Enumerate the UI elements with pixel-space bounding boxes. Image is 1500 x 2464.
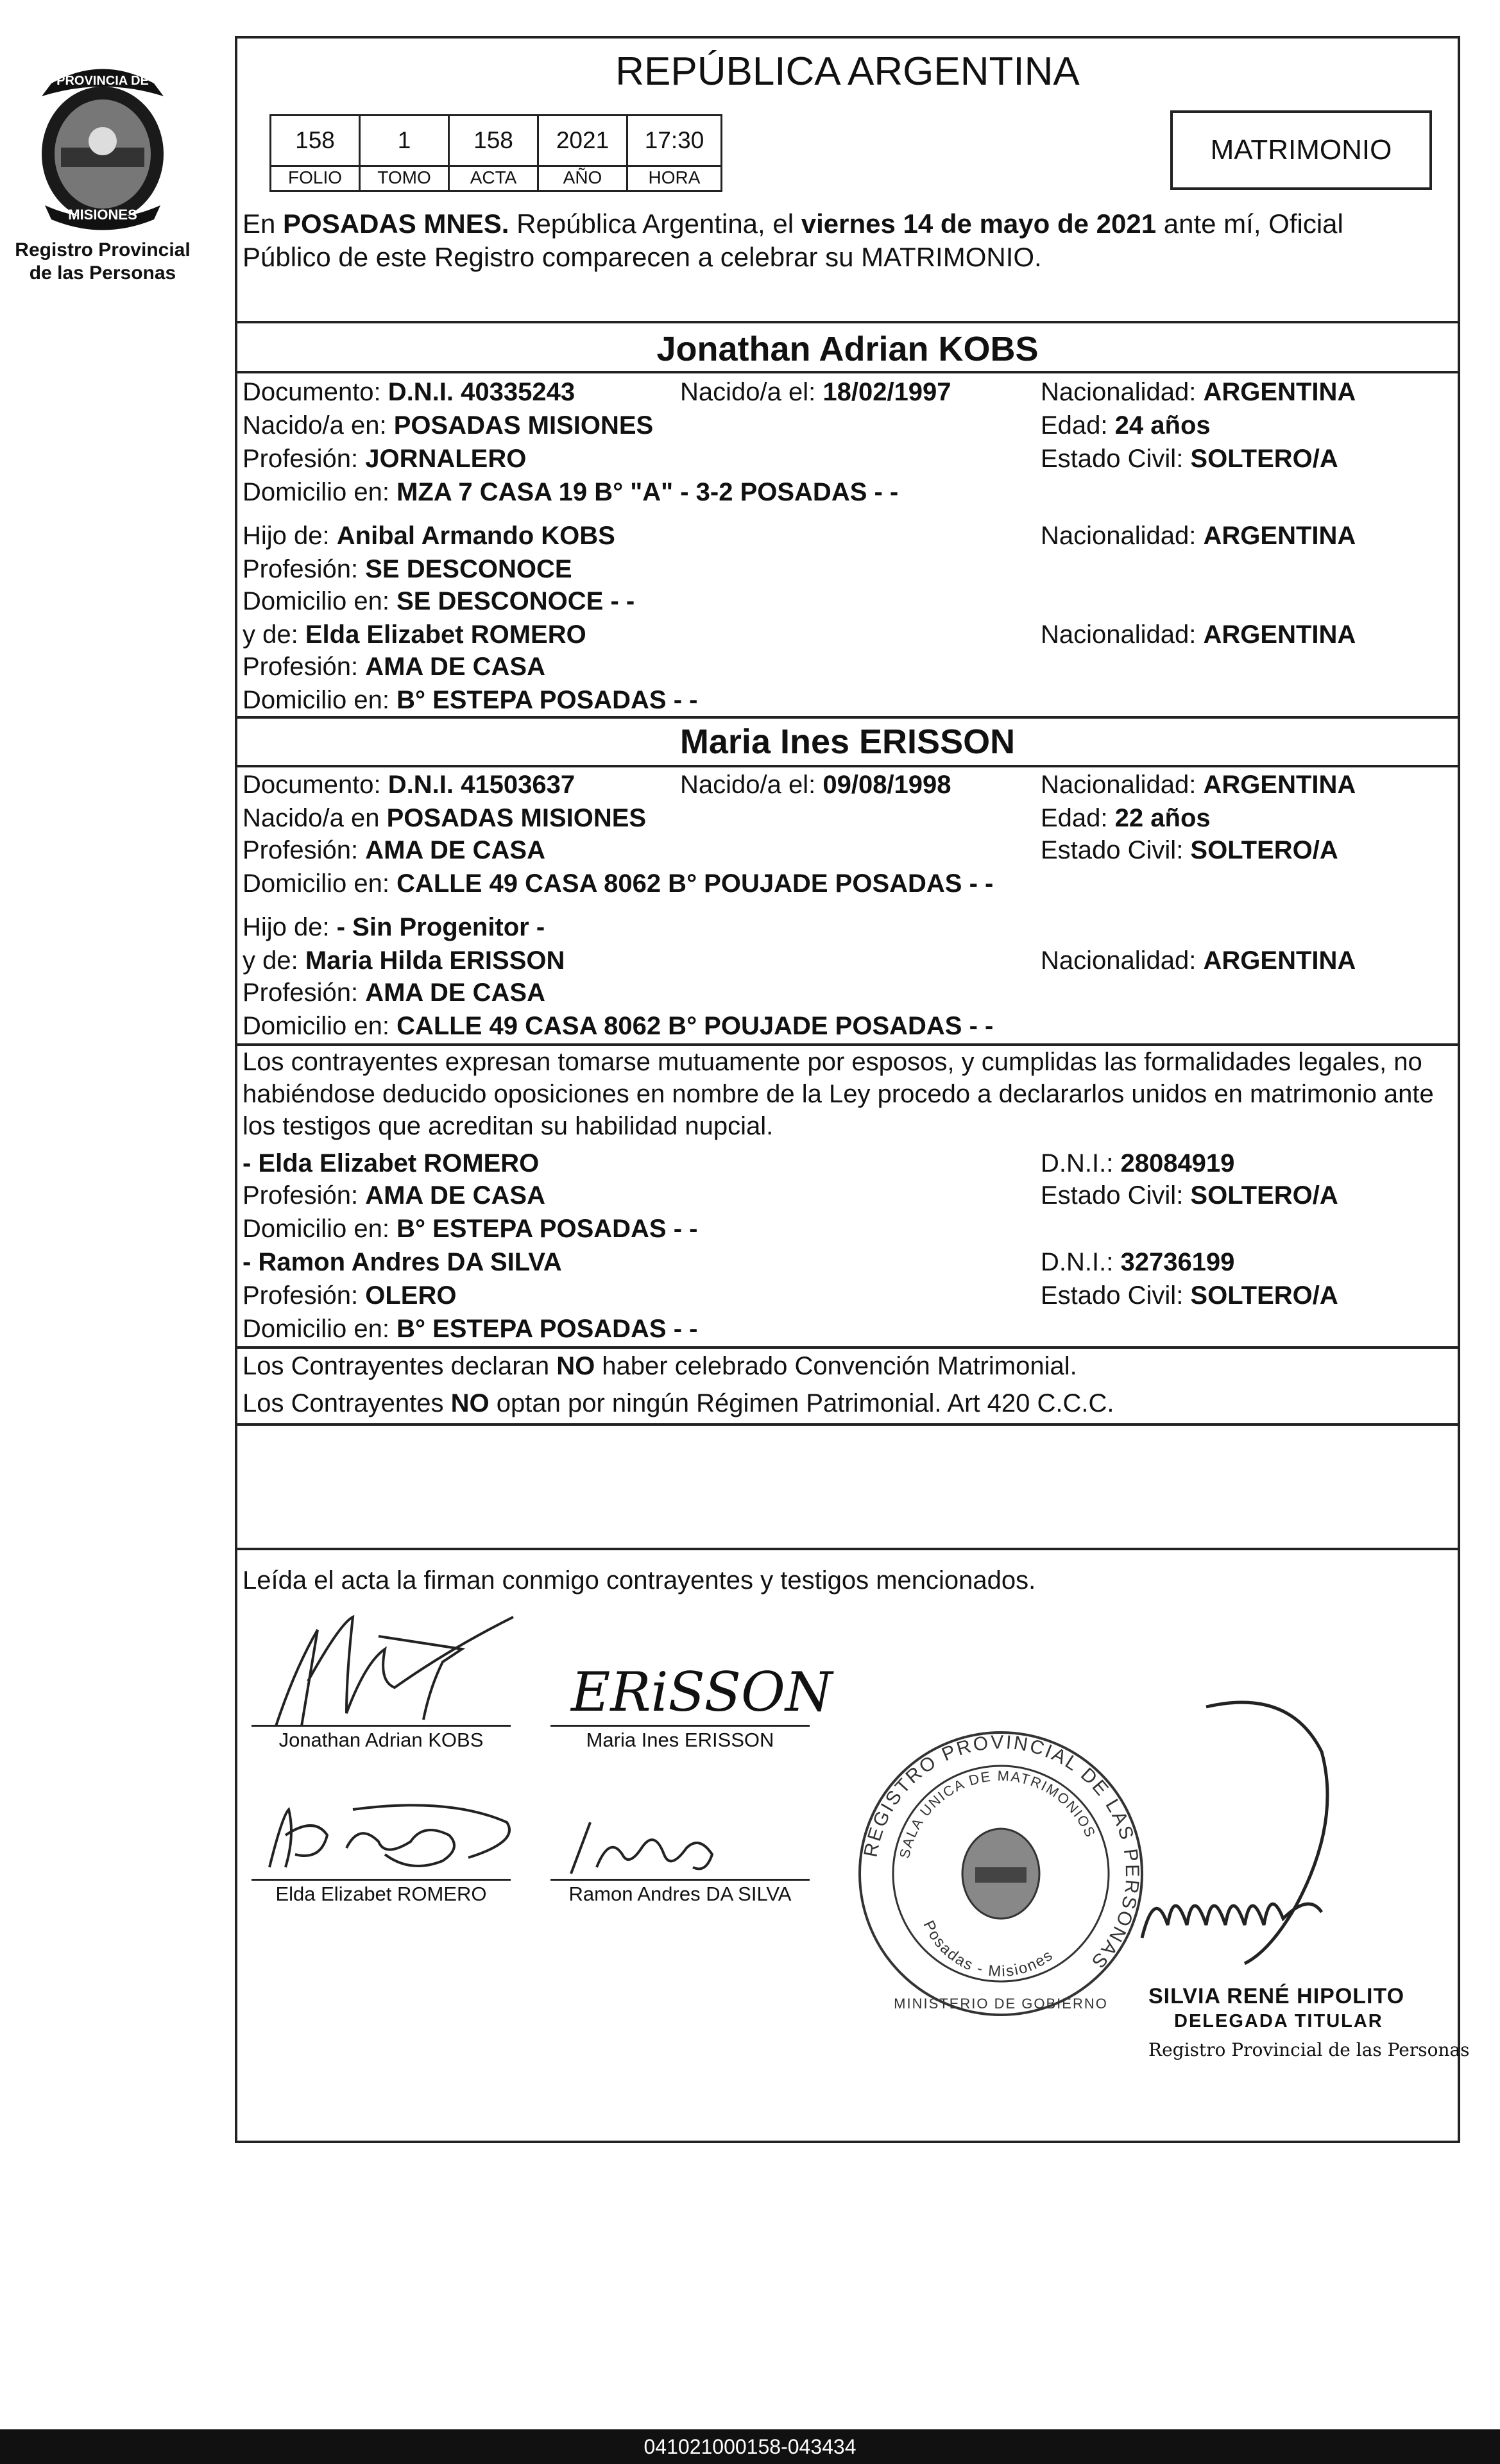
acta-value: 158 xyxy=(448,114,539,167)
record-type-box xyxy=(1170,110,1432,190)
signature-caption-spouse1: Jonathan Adrian KOBS xyxy=(278,1729,484,1751)
signature-caption-spouse2: Maria Ines ERISSON xyxy=(586,1729,774,1751)
convention-line1: Los Contrayentes declaran NO haber celebrado Convención Matrimonial. xyxy=(243,1352,1077,1380)
svg-text:MINISTERIO DE GOBIERNO: MINISTERIO DE GOBIERNO xyxy=(894,1996,1108,2012)
divider xyxy=(235,321,1460,323)
signature-handwriting: ERiSSON xyxy=(571,1661,833,1724)
hora-value: 17:30 xyxy=(626,114,722,167)
witness1-civil-status: Estado Civil: SOLTERO/A xyxy=(1041,1181,1338,1210)
divider xyxy=(235,765,1460,767)
spouse1-name: Jonathan Adrian KOBS xyxy=(656,330,1039,368)
logo-caption xyxy=(6,239,199,285)
spouse1-mother: y de: Elda Elizabet ROMERO xyxy=(243,620,586,649)
spouse2-name: Maria Ines ERISSON xyxy=(679,723,1016,761)
official-signature-icon xyxy=(1129,1694,1399,2002)
signature-line xyxy=(550,1725,810,1727)
page-title: REPÚBLICA ARGENTINA xyxy=(615,49,1080,94)
witness2-dni: D.N.I.: 32736199 xyxy=(1041,1248,1235,1276)
closing-statement: Leída el acta la firman conmigo contrayentes y testigos mencionados. xyxy=(243,1566,1036,1595)
witness1-name: - Elda Elizabet ROMERO xyxy=(243,1149,540,1177)
province-emblem-icon xyxy=(26,58,180,231)
signature-scribble-icon xyxy=(257,1611,526,1733)
spouse2-mother-address: Domicilio en: CALLE 49 CASA 8062 B° POUJADE POSADAS - - xyxy=(243,1012,994,1040)
tomo-label: TOMO xyxy=(359,165,450,192)
logo-caption-line1: Registro Provincial xyxy=(15,239,191,261)
spouse1-father: Hijo de: Anibal Armando KOBS xyxy=(243,522,615,550)
anio-label: AÑO xyxy=(537,165,628,192)
acta-label: ACTA xyxy=(448,165,539,192)
spouse2-mother-nationality: Nacionalidad: ARGENTINA xyxy=(1041,946,1356,975)
spouse1-mother-profession: Profesión: AMA DE CASA xyxy=(243,653,545,681)
witness2-profession: Profesión: OLERO xyxy=(243,1281,457,1310)
spouse2-age: Edad: 22 años xyxy=(1041,804,1211,832)
spouse1-civil-status: Estado Civil: SOLTERO/A xyxy=(1041,445,1338,473)
declaration-line1: Los contrayentes expresan tomarse mutuamente por esposos, y cumplidas las formalidades legales, no xyxy=(243,1048,1422,1076)
folio-value: 158 xyxy=(269,114,361,167)
intro-line2: Público de este Registro comparecen a celebrar su MATRIMONIO. xyxy=(243,242,1042,272)
witness1-profession: Profesión: AMA DE CASA xyxy=(243,1181,545,1210)
svg-text:SALA UNICA DE MATRIMONIOS: SALA UNICA DE MATRIMONIOS xyxy=(896,1767,1099,1860)
official-stamp-icon xyxy=(853,1726,1148,2021)
spouse1-birthdate: Nacido/a el: 18/02/1997 xyxy=(680,378,951,406)
spouse1-birthplace: Nacido/a en: POSADAS MISIONES xyxy=(243,411,654,440)
signature-caption-witness2: Ramon Andres DA SILVA xyxy=(568,1883,792,1905)
spouse2-birthplace: Nacido/a en POSADAS MISIONES xyxy=(243,804,647,832)
spouse1-document: Documento: D.N.I. 40335243 xyxy=(243,378,575,406)
divider xyxy=(235,1346,1460,1349)
spouse2-mother-profession: Profesión: AMA DE CASA xyxy=(243,979,545,1007)
anio-value: 2021 xyxy=(537,114,628,167)
signature-line xyxy=(251,1725,511,1727)
official-organization: Registro Provincial de las Personas xyxy=(1148,2039,1470,2060)
declaration-line2: habiéndose deducido oposiciones en nombre de la Ley procedo a declararlos unidos en matrimonio ante xyxy=(243,1080,1434,1108)
spouse1-profession: Profesión: JORNALERO xyxy=(243,445,527,473)
province-logo xyxy=(26,58,180,231)
divider xyxy=(235,371,1460,373)
spouse1-father-address: Domicilio en: SE DESCONOCE - - xyxy=(243,587,635,615)
official-name: SILVIA RENÉ HIPOLITO xyxy=(1148,1984,1405,2008)
divider xyxy=(235,1548,1460,1550)
svg-text:Posadas - Misiones: Posadas - Misiones xyxy=(919,1917,1057,1981)
tomo-value: 1 xyxy=(359,114,450,167)
spouse1-mother-nationality: Nacionalidad: ARGENTINA xyxy=(1041,620,1356,649)
spouse1-nationality: Nacionalidad: ARGENTINA xyxy=(1041,378,1356,406)
folio-label: FOLIO xyxy=(269,165,361,192)
spouse1-age: Edad: 24 años xyxy=(1041,411,1211,440)
spouse1-father-profession: Profesión: SE DESCONOCE xyxy=(243,555,572,583)
svg-text:PROVINCIA DE: PROVINCIA DE xyxy=(56,74,149,88)
signature-caption-witness1: Elda Elizabet ROMERO xyxy=(275,1883,487,1905)
spouse1-mother-address: Domicilio en: B° ESTEPA POSADAS - - xyxy=(243,686,698,714)
hora-label: HORA xyxy=(626,165,722,192)
witness2-address: Domicilio en: B° ESTEPA POSADAS - - xyxy=(243,1315,698,1343)
intro-line1: En POSADAS MNES. República Argentina, el viernes 14 de mayo de 2021 ante mí, Oficial xyxy=(243,209,1343,239)
signature-scribble-icon xyxy=(257,1797,526,1880)
signature-scribble-icon xyxy=(552,1810,744,1880)
spouse2-document: Documento: D.N.I. 41503637 xyxy=(243,771,575,799)
spouse2-birthdate: Nacido/a el: 09/08/1998 xyxy=(680,771,951,799)
convention-line2: Los Contrayentes NO optan por ningún Régimen Patrimonial. Art 420 C.C.C. xyxy=(243,1389,1114,1417)
witness1-dni: D.N.I.: 28084919 xyxy=(1041,1149,1235,1177)
spouse2-address: Domicilio en: CALLE 49 CASA 8062 B° POUJADE POSADAS - - xyxy=(243,869,994,898)
spouse1-father-nationality: Nacionalidad: ARGENTINA xyxy=(1041,522,1356,550)
signature-line xyxy=(550,1879,810,1881)
spouse2-nationality: Nacionalidad: ARGENTINA xyxy=(1041,771,1356,799)
spouse2-profession: Profesión: AMA DE CASA xyxy=(243,836,545,864)
official-role: DELEGADA TITULAR xyxy=(1174,2011,1383,2032)
spouse2-father: Hijo de: - Sin Progenitor - xyxy=(243,913,545,941)
spouse2-mother: y de: Maria Hilda ERISSON xyxy=(243,946,565,975)
divider xyxy=(235,1423,1460,1426)
logo-caption-line2: de las Personas xyxy=(29,262,176,284)
witness2-name: - Ramon Andres DA SILVA xyxy=(243,1248,562,1276)
signature-line xyxy=(251,1879,511,1881)
spouse2-civil-status: Estado Civil: SOLTERO/A xyxy=(1041,836,1338,864)
spouse1-address: Domicilio en: MZA 7 CASA 19 B° "A" - 3-2 POSADAS - - xyxy=(243,478,899,506)
declaration-line3: los testigos que acreditan su habilidad nupcial. xyxy=(243,1112,774,1140)
document-code: 041021000158-043434 xyxy=(0,2429,1500,2464)
svg-text:MISIONES: MISIONES xyxy=(68,207,137,223)
witness2-civil-status: Estado Civil: SOLTERO/A xyxy=(1041,1281,1338,1310)
witness1-address: Domicilio en: B° ESTEPA POSADAS - - xyxy=(243,1215,698,1243)
divider xyxy=(235,716,1460,719)
record-type: MATRIMONIO xyxy=(1210,134,1392,166)
svg-text:REGISTRO PROVINCIAL DE LAS PER: REGISTRO PROVINCIAL DE LAS PERSONAS xyxy=(860,1731,1143,1974)
